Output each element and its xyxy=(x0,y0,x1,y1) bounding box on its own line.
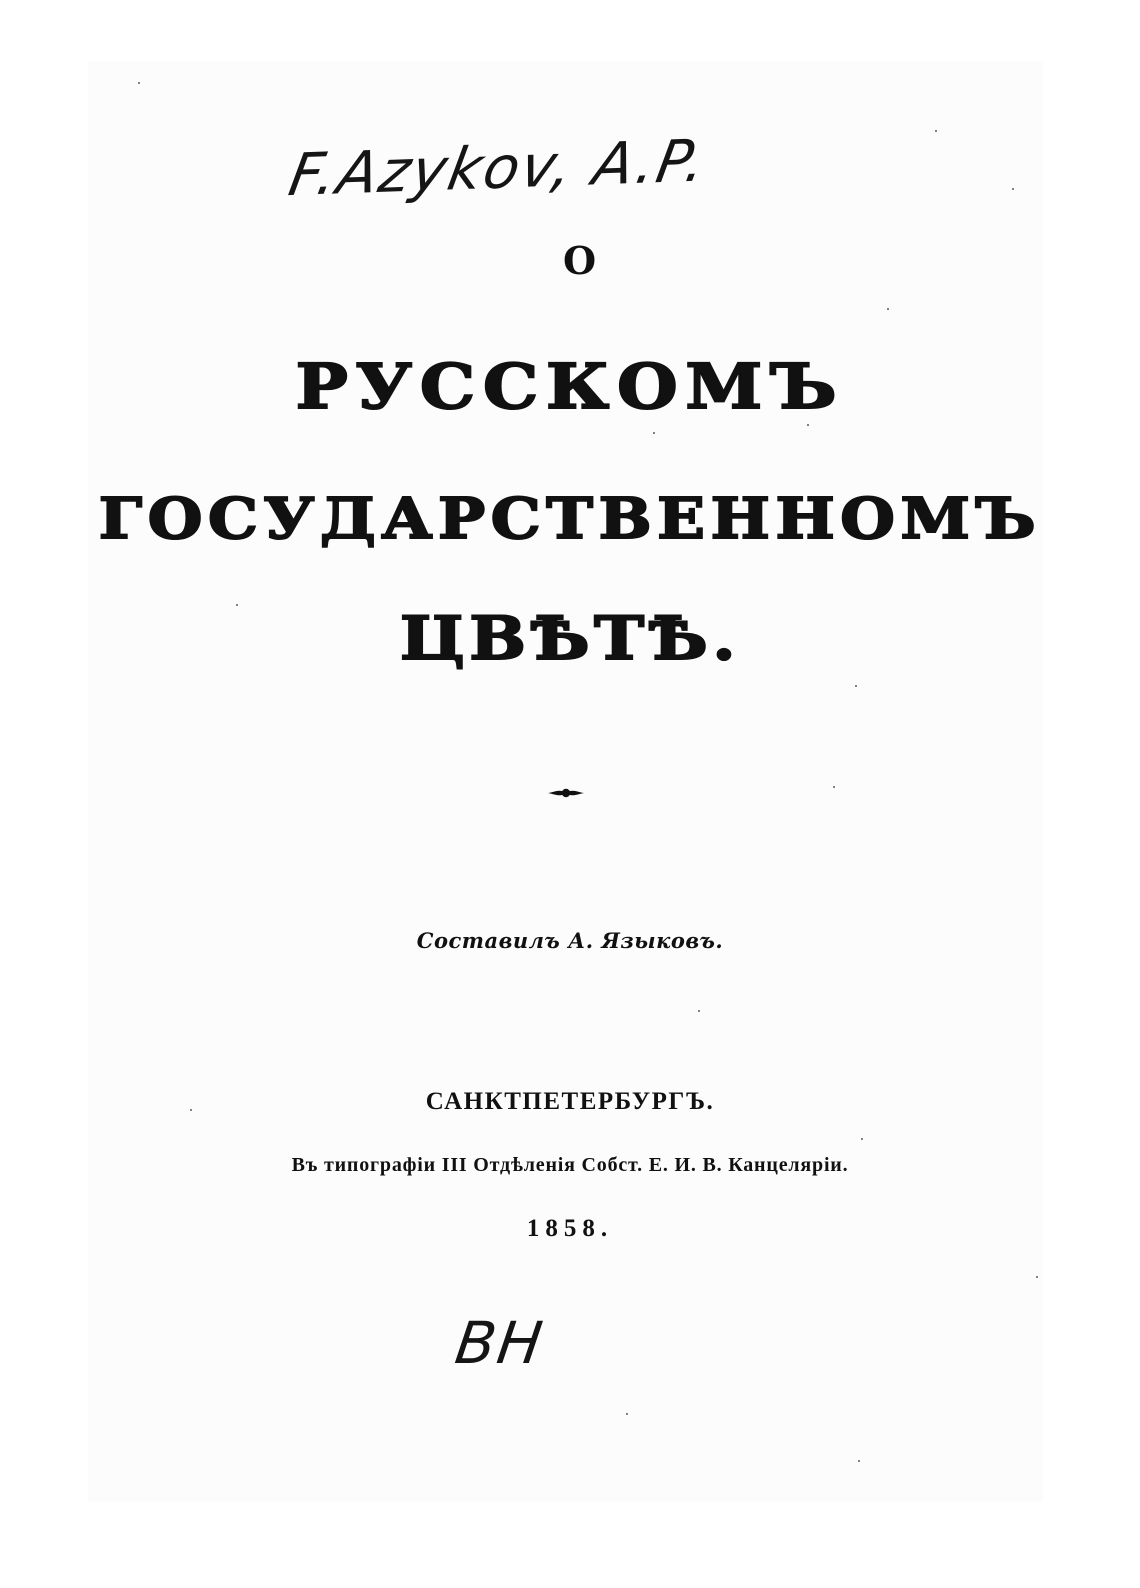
author-line: Составилъ А. Языковъ. xyxy=(416,928,724,953)
paper-speck xyxy=(626,1413,628,1415)
title-line-russkom: РУССКОМЪ xyxy=(295,350,845,423)
divider-right-stroke xyxy=(569,791,621,796)
handwritten-bottom-note: BH xyxy=(451,1309,549,1377)
paper-speck xyxy=(807,424,809,426)
decorative-divider xyxy=(510,784,622,802)
paper-speck xyxy=(1036,1276,1038,1278)
title-preposition: О xyxy=(562,238,598,283)
handwritten-top-note: F.Azykov, A.P. xyxy=(283,126,713,210)
paper-speck xyxy=(935,130,937,132)
paper-speck xyxy=(190,1109,192,1111)
publication-year: 1858. xyxy=(526,1215,614,1242)
paper-speck xyxy=(861,1138,863,1140)
printing-house: Въ типографіи III Отдѣленія Собст. Е. И. В. Канцеляріи. xyxy=(291,1154,849,1176)
divider-left-stroke xyxy=(512,791,564,796)
paper-speck xyxy=(698,1010,700,1012)
paper-speck xyxy=(887,308,889,310)
title-line-tsvete: ЦВѢТѢ. xyxy=(399,604,741,674)
paper-speck xyxy=(1012,188,1014,190)
paper-speck xyxy=(236,604,238,606)
publication-city: САНКТПЕТЕРБУРГЪ. xyxy=(425,1088,715,1115)
paper-speck xyxy=(858,1460,860,1462)
paper-speck xyxy=(833,786,835,788)
title-line-gosudarstvennom: ГОСУДАРСТВЕННОМЪ xyxy=(98,486,1042,552)
paper-speck xyxy=(653,432,655,434)
paper-speck xyxy=(855,685,857,687)
paper-speck xyxy=(138,82,140,84)
